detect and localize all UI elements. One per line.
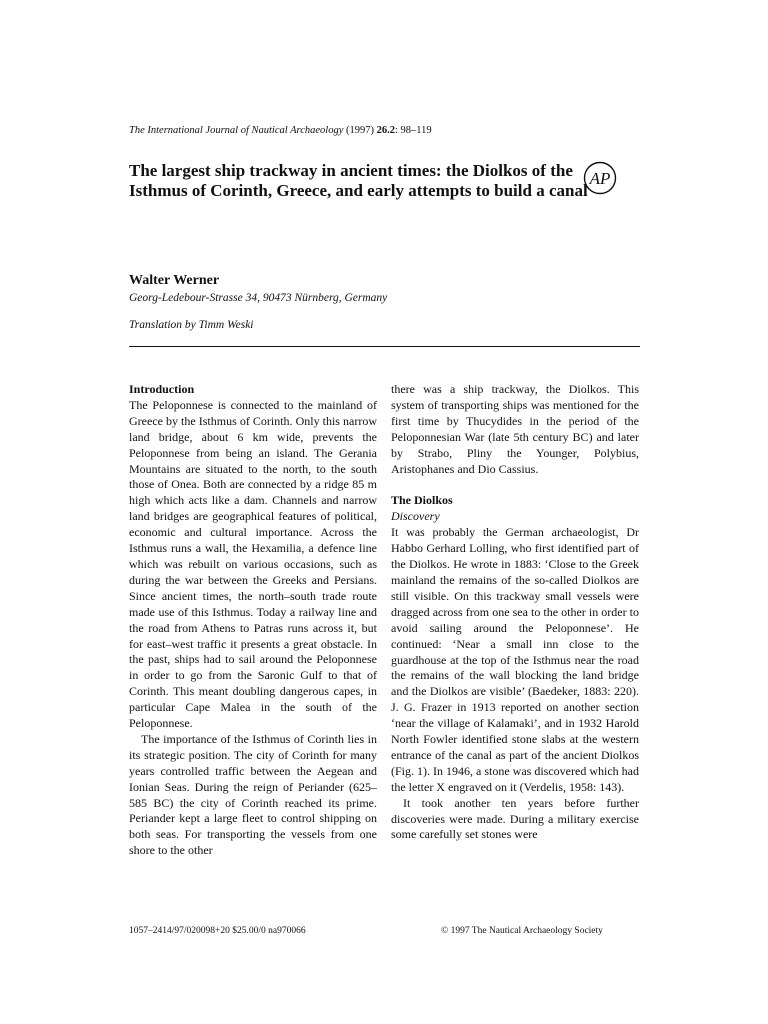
footer-copyright: © 1997 The Nautical Archaeology Society — [441, 926, 603, 936]
journal-name: The International Journal of Nautical Archaeology — [129, 125, 344, 136]
footer-code: 1057–2414/97/020098+20 $25.00/0 na970066 — [129, 926, 306, 936]
publisher-logo-icon — [583, 161, 617, 195]
paragraph-discovery-2: It took another ten years before further discoveries were made. During a military exercise some carefully set stones were — [391, 795, 639, 842]
subsection-heading-discovery: Discovery — [391, 509, 440, 524]
translator-credit: Translation by Timm Weski — [129, 319, 254, 331]
paragraph-intro-continued: there was a ship trackway, the Diolkos. This system of transporting ships was mentioned for the first time by Thucydides in the period of the Peloponnesian War (late 5th century BC) and later by Strabo, Pliny the Younger, Polybius, Aristophanes and Dio Cassius. — [391, 382, 639, 476]
journal-citation — [129, 125, 649, 137]
article-title: The largest ship trackway in ancient times: the Diolkos of the Isthmus of Corinth, Greece, and early attempts to build a canal — [129, 161, 588, 200]
paragraph-discovery-1: It was probably the German archaeologist, Dr Habbo Gerhard Lolling, who first identified part of the Diolkos. He wrote in 1883: ‘Close to the Greek mainland the remains of the so-called Diolkos are still visible. On this trackway small vessels were dragged across from one sea to the other in order to avoid sailing around the Peloponnese’. He continued: ‘Near a small inn close to the guardhouse at the top of the Isthmus near the road the remains of the wall blocking the land bridge and the Diolkos are visible’ (Baedeker, 1883: 220). J. G. Frazer in 1913 reported on another section ‘near the village of Kalamaki’, and in 1932 Harold North Fowler identified stone slabs at the western entrance of the canal as part of the ancient Diolkos (Fig. 1). In 1946, a stone was discovered which had the letter X engraved on it (Verdelis, 1958: 143). — [391, 525, 639, 794]
journal-year: (1997) — [345, 125, 374, 136]
author-name: Walter Werner — [129, 273, 220, 288]
section-heading-introduction: Introduction — [129, 382, 195, 396]
paragraph-intro-2: The importance of the Isthmus of Corinth lies in its strategic position. The city of Corinth for many years controlled traffic between the Aegean and Ionian Seas. During the reign of Periander (625–585 BC) the city of Corinth reached its prime. Periander kept a large fleet to control shipping on both seas. For transporting the vessels from one shore to the other — [129, 731, 377, 858]
section-heading-diolkos: The Diolkos — [391, 493, 453, 508]
author-affiliation: Georg-Ledebour-Strasse 34, 90473 Nürnberg, Germany — [129, 292, 388, 304]
paragraph-intro-1: The Peloponnese is connected to the mainland of Greece by the Isthmus of Corinth. Only this narrow land bridge, about 6 km wide, prevents the Peloponnese from being an island. The Gerania Mountains are situated to the north, to the south those of Onea. Both are connected by a ridge 85 m high which acts like a dam. Channels and narrow land bridges are geographical features of political, economic and cultural importance. Across the Isthmus runs a wall, the Hexamilia, a defence line which was rebuilt on various occasions, such as during the war between the Greeks and Persians. Since ancient times, the north–south trade route made use of this Isthmus. Today a railway line and the road from Athens to Patras runs across it, but for east–west traffic it presents a great obstacle. In the past, ships had to sail around the Peloponnese in order to go from the Saronic Gulf to that of Corinth. This meant doubling dangerous capes, in particular Cape Malea in the south of the Peloponnese. — [129, 397, 377, 731]
journal-volume: 26.2 — [376, 125, 395, 136]
left-column — [129, 382, 377, 859]
right-column — [391, 382, 639, 843]
header-divider — [129, 346, 640, 347]
publisher-logo-text: AP — [589, 169, 611, 188]
section-gap — [391, 477, 639, 493]
journal-pages: : 98–119 — [394, 125, 432, 136]
